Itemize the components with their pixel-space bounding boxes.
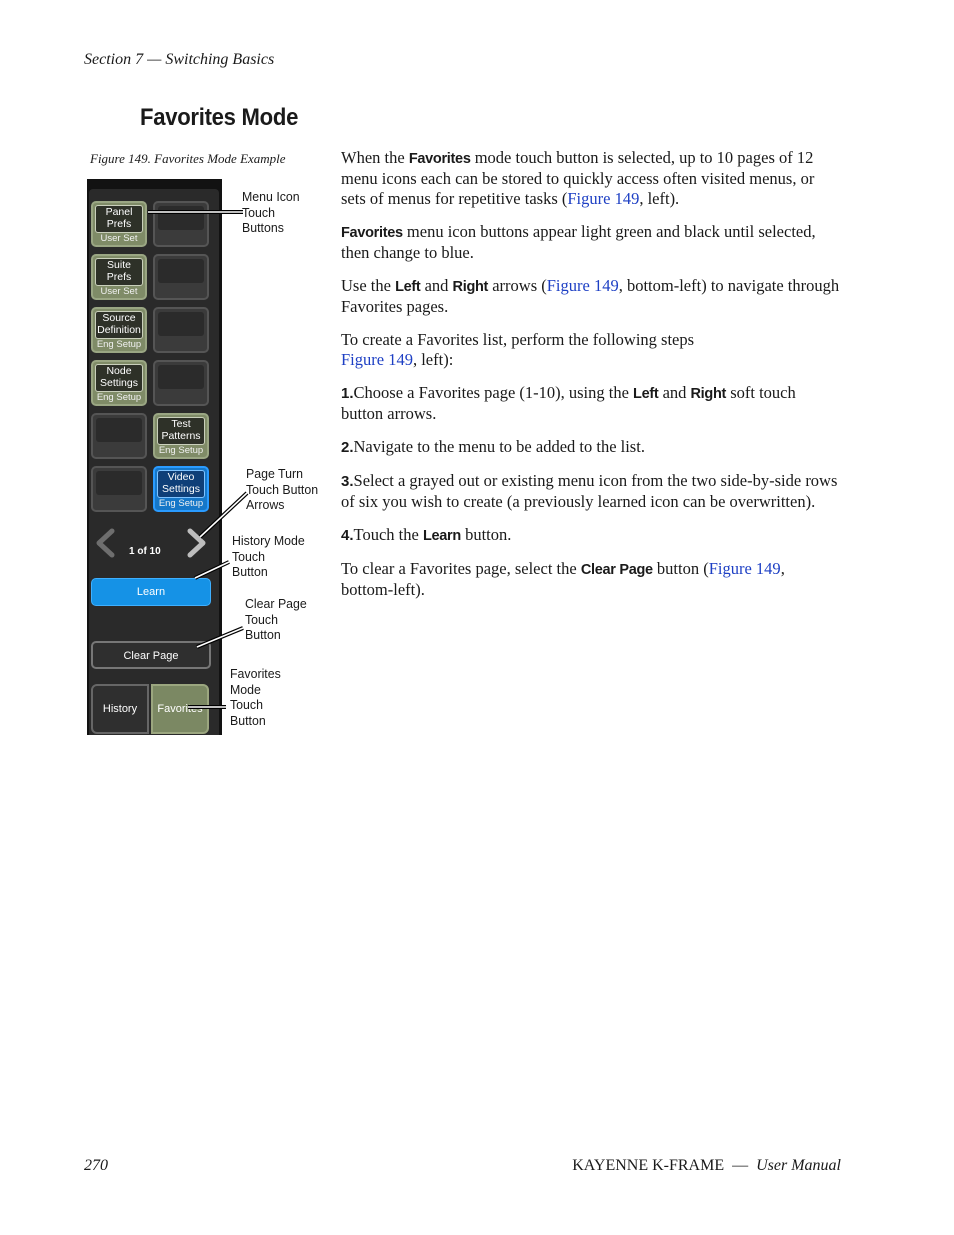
paragraph: Use the Left and Right arrows (Figure 149, bottom-left) to navigate through Favorites pages.: [341, 276, 840, 316]
paragraph: Favorites menu icon buttons appear light green and black until selected, then change to blue.: [341, 222, 816, 262]
favorites-mode-button: Favorites: [151, 684, 209, 734]
callout-clear-page: Clear Page Touch Button: [245, 596, 307, 642]
learn-button: Learn: [91, 578, 211, 606]
callout-history-mode: History Mode Touch Button: [232, 533, 305, 579]
icon-suite-prefs: Suite Prefs User Set: [91, 254, 147, 300]
icon-source-definition: Source Definition Eng Setup: [91, 307, 147, 353]
callout-menu-icon: Menu Icon Touch Buttons: [242, 189, 300, 235]
callout-page-turn: Page Turn Touch Button Arrows: [246, 466, 319, 512]
figure-link[interactable]: Figure 149: [567, 189, 640, 208]
icon-test-patterns: Test Patterns Eng Setup: [153, 413, 209, 459]
figure-link[interactable]: Figure 149: [546, 276, 619, 295]
step-3: 3.Select a grayed out or existing menu icon from the two side-by-side rows of six you wish to create (a previously learned icon can be overwritten).: [341, 471, 838, 511]
figure-caption: Figure 149. Favorites Mode Example: [90, 151, 286, 166]
running-footer: KAYENNE K-FRAME — User Manual: [572, 1157, 841, 1174]
page-number: 270: [84, 1157, 108, 1174]
body-text: [341, 148, 841, 613]
figure-link[interactable]: Figure 149: [341, 350, 413, 369]
clear-page-button: Clear Page: [91, 641, 211, 669]
paragraph: When the Favorites mode touch button is selected, up to 10 pages of 12 menu icons each can be stored to quickly access often visited menus, or sets of menus for repetitive tasks (Figure 149, left).: [341, 148, 815, 208]
page-indicator: 1 of 10: [129, 546, 161, 557]
section-title: Favorites Mode: [140, 104, 299, 131]
history-mode-button: History: [91, 684, 149, 734]
icon-panel-prefs: Panel Prefs User Set: [91, 201, 147, 247]
callout-favorites-mode: Favorites Mode Touch Button: [230, 666, 281, 728]
paragraph: To create a Favorites list, perform the following steps Figure 149, left):: [341, 330, 695, 369]
icon-node-settings: Node Settings Eng Setup: [91, 360, 147, 406]
running-head: Section 7 — Switching Basics: [84, 51, 275, 68]
step-2: 2.Navigate to the menu to be added to the list.: [341, 437, 645, 456]
paragraph: To clear a Favorites page, select the Clear Page button (Figure 149, bottom-left).: [341, 559, 785, 599]
step-4: 4.Touch the Learn button.: [341, 525, 512, 544]
step-1: 1.Choose a Favorites page (1-10), using the Left and Right soft touch button arrows.: [341, 383, 796, 423]
icon-video-settings: Video Settings Eng Setup: [153, 466, 209, 512]
figure-link[interactable]: Figure 149: [708, 559, 781, 578]
